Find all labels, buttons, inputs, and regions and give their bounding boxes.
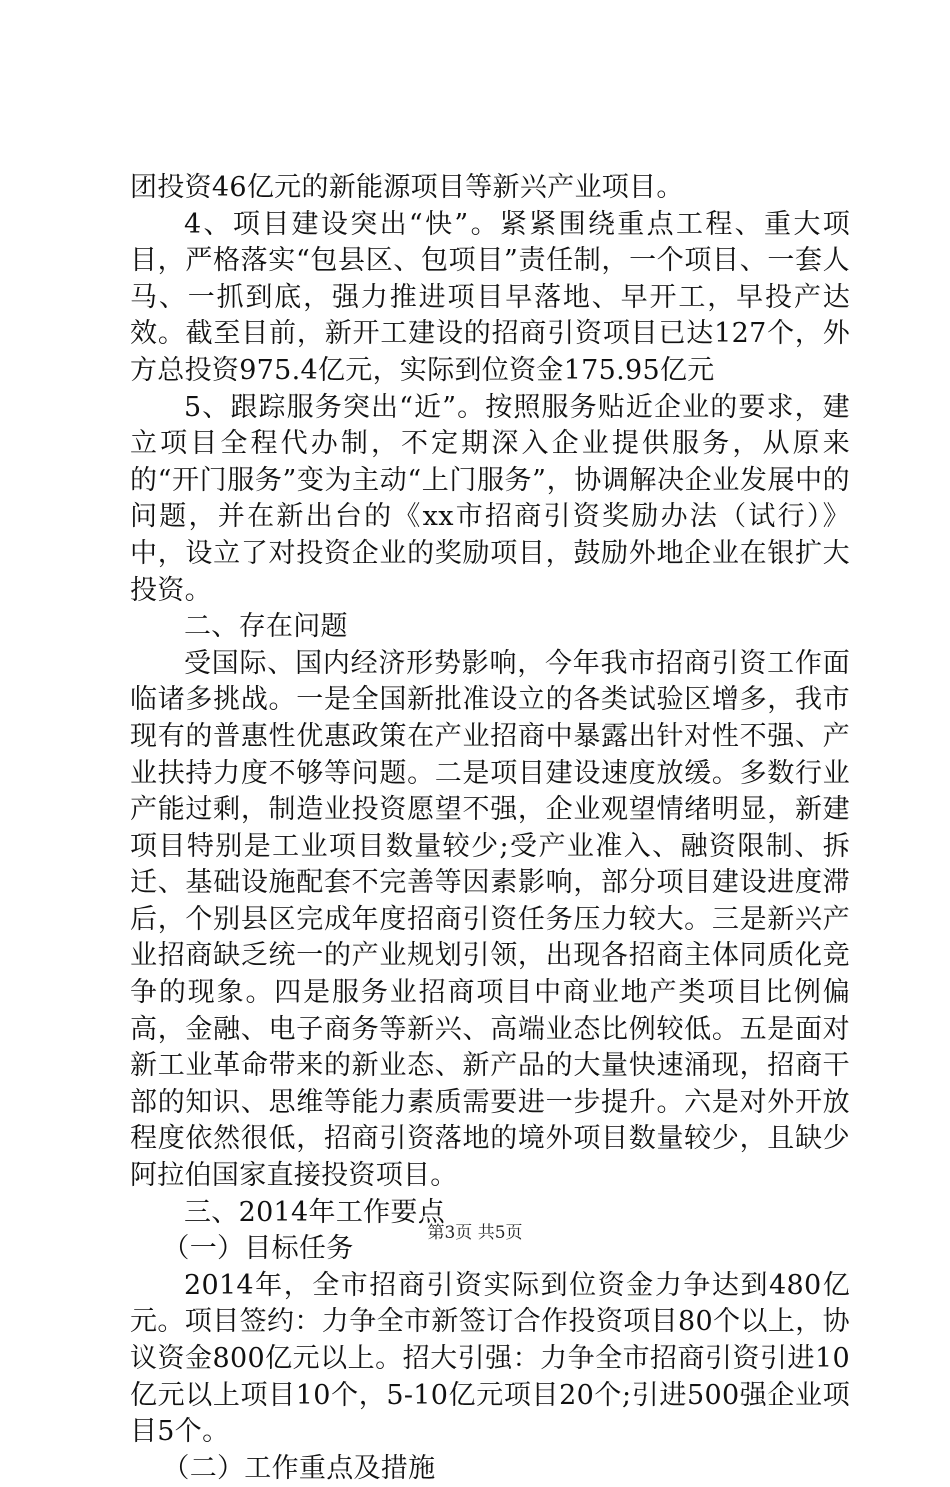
subheading-key-measures: （二）工作重点及措施 — [162, 1452, 436, 1484]
paragraph-targets: 2014年，全市招商引资实际到位资金力争达到480亿元。项目签约：力争全市新签订合作投资项目80个以上，协议资金800亿元以上。招大引强：力争全市招商引资引进10亿元以上项目10个，5-10亿元项目20个;引进500强企业项目5个。 — [130, 1269, 850, 1448]
section-heading-problems: 二、存在问题 — [184, 611, 348, 643]
document-body — [130, 170, 850, 1487]
paragraph-problems: 受国际、国内经济形势影响，今年我市招商引资工作面临诸多挑战。一是全国新批准设立的各类试验区增多，我市现有的普惠性优惠政策在产业招商中暴露出针对性不强、产业扶持力度不够等问题。二是项目建设速度放缓。多数行业产能过剩，制造业投资愿望不强，企业观望情绪明显，新建项目特别是工业项目数量较少;受产业准入、融资限制、拆迁、基础设施配套不完善等因素影响，部分项目建设进度滞后，个别县区完成年度招商引资任务压力较大。三是新兴产业招商缺乏统一的产业规划引领，出现各招商主体同质化竞争的现象。四是服务业招商项目中商业地产类项目比例偏高，金融、电子商务等新兴、高端业态比例较低。五是面对新工业革命带来的新业态、新产品的大量快速涌现，招商干部的知识、思维等能力素质需要进一步提升。六是对外开放程度依然很低，招商引资落地的境外项目数量较少，且缺少阿拉伯国家直接投资项目。 — [130, 647, 850, 1192]
paragraph-tracking-service: 5、跟踪服务突出“近”。按照服务贴近企业的要求，建立项目全程代办制，不定期深入企业提供服务，从原来的“开门服务”变为主动“上门服务”，协调解决企业发展中的问题，并在新出台的《xx市招商引资奖励办法（试行）》中，设立了对投资企业的奖励项目，鼓励外地企业在银扩大投资。 — [130, 391, 850, 606]
paragraph-continuation: 团投资46亿元的新能源项目等新兴产业项目。 — [130, 172, 684, 203]
page-footer: 第3页 共5页 — [427, 1223, 523, 1243]
section-heading-work-points: 三、2014年工作要点 — [184, 1196, 446, 1228]
paragraph-project-construction: 4、项目建设突出“快”。紧紧围绕重点工程、重大项目，严格落实“包县区、包项目”责任制，一个项目、一套人马、一抓到底，强力推进项目早落地、早开工，早投产达效。截至目前，新开工建设的招商引资项目已达127个，外方总投资975.4亿元，实际到位资金175.95亿元 — [130, 208, 850, 386]
subheading-targets: （一）目标任务 — [162, 1233, 354, 1265]
